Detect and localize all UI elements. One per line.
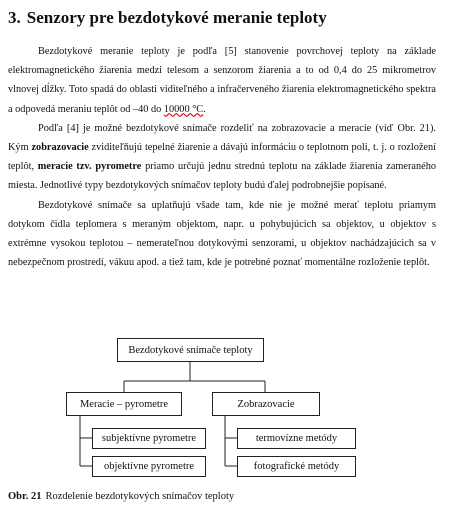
diagram-right-child-2: fotografické metódy: [237, 456, 356, 477]
temperature-value: 10000 °C: [163, 103, 204, 115]
diagram-right-child-1: termovízne metódy: [237, 428, 356, 449]
term-zobrazovacie: zobrazovacie: [31, 142, 89, 154]
paragraph-2-text-c: priamo určujú jednu strednú teplotu na základe žiarenia zameraného miesta. Jednotlivé typy bezdotykových snímačov teploty budú ďalej podrobnejšie popísané.: [8, 161, 436, 192]
paragraph-2-text-b: zviditeľňujú tepelné žiarenie a dávajú informáciu o teplotnom poli, t. j. o rozložení teplôt,: [8, 142, 437, 173]
diagram-left-child-1: subjektívne pyrometre: [92, 428, 206, 449]
figure-caption-text: Rozdelenie bezdotykových snímačov teploty: [45, 491, 235, 502]
paragraph-3-text: Bezdotykové snímače sa uplatňujú všade tam, kde nie je možné merať teplotu priamym dotykom čidla teplomera s meraným objektom, napr. u pohybujúcich sa objektov, u objektov s extrémne vysokou teplotou – nemerateľnou dotykovými senzorami, u objektov nachádzajúcich sa v nebezpečnom prostredí, vákuu apod. a tiež tam, kde je potrebné poznať momentálne rozloženie teplôt.: [8, 199, 436, 269]
paragraph-1: [8, 42, 436, 119]
paragraph-2-text-a: Podľa [4] je možné bezdotykové snímače rozdeliť na zobrazovacie a meracie (viď Obr. 21). Kým: [8, 122, 436, 154]
diagram-right-box: Zobrazovacie: [212, 392, 320, 416]
section-number: 3.: [8, 8, 21, 27]
body-text: [8, 42, 436, 272]
figure-caption: [8, 491, 234, 502]
section-title: Senzory pre bezdotykové meranie teploty: [26, 8, 327, 27]
diagram-root-box: Bezdotykové snímače teploty: [117, 338, 264, 362]
paragraph-2: [8, 119, 436, 196]
figure-label: Obr. 21: [8, 491, 42, 502]
diagram-left-child-2: objektívne pyrometre: [92, 456, 206, 477]
section-heading: [8, 8, 327, 28]
diagram-left-box: Meracie – pyrometre: [66, 392, 182, 416]
term-pyrometre: meracie tzv. pyrometre: [37, 161, 142, 173]
paragraph-1-end: .: [203, 103, 206, 115]
paragraph-3: [8, 196, 436, 273]
paragraph-1-text: Bezdotykové meranie teploty je podľa [5] stanovenie povrchovej teploty na základe elektromagnetického žiarenia medzi telesom a senzorom žiarenia a to od 0,4 do 25 mikrometrov vlnovej dĺžky. Toto spadá do oblasti viditeľného a infračerveného žiarenia elektromagnetického spektra a odpovedá meraniu teplôt od –40 do: [8, 46, 436, 115]
